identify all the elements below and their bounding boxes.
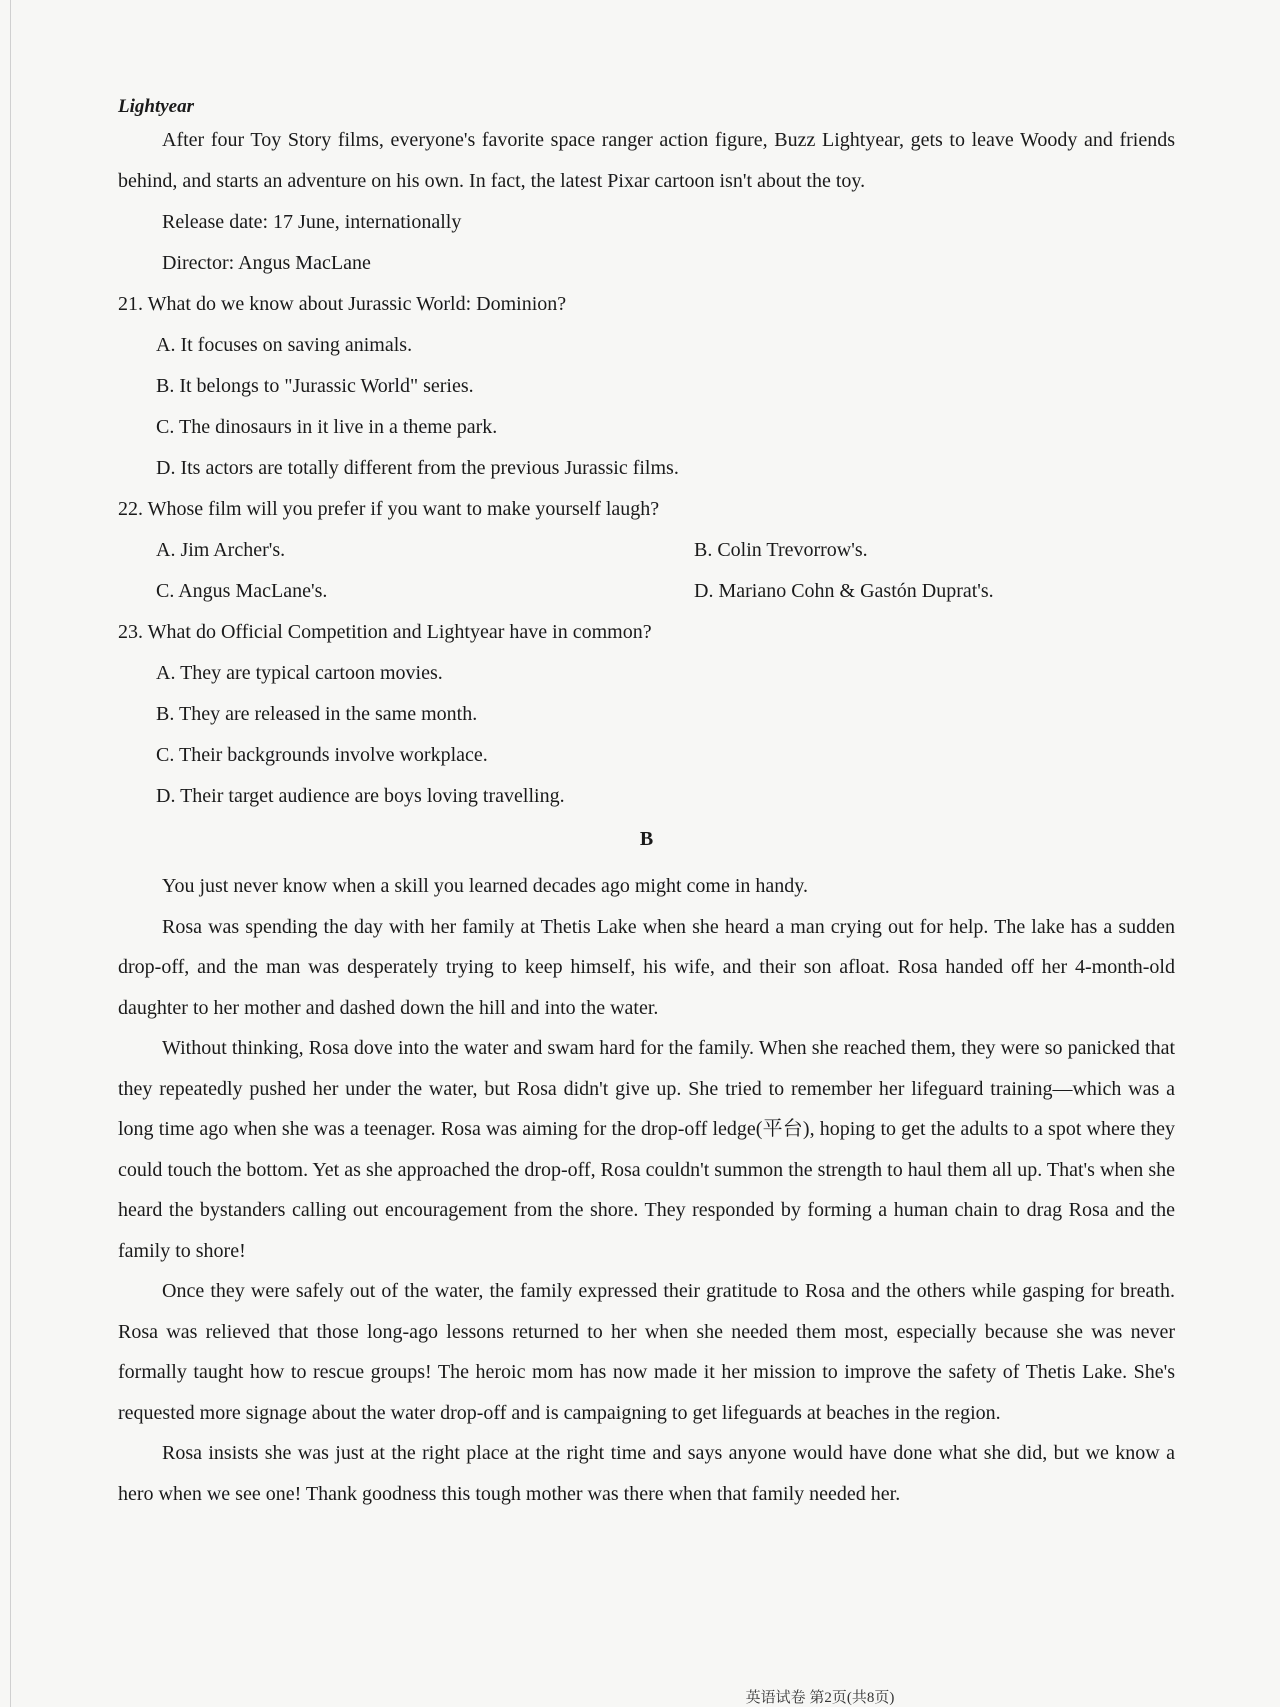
option-b: B. Colin Trevorrow's. — [694, 539, 868, 561]
option-a: A. They are typical cartoon movies. — [156, 662, 443, 684]
option-b: B. It belongs to "Jurassic World" series. — [156, 375, 474, 397]
lightyear-entry — [118, 96, 1175, 284]
option-c: C. Their backgrounds involve workplace. — [156, 744, 488, 766]
passage-paragraph: Rosa insists she was just at the right place at the right time and says anyone would have done what she did, but we know a hero when we see one! Thank goodness this tough mother was there when that family needed her. — [118, 1442, 1175, 1505]
question-stem: 23. What do Official Competition and Lightyear have in common? — [118, 621, 652, 643]
question-23 — [118, 612, 1175, 817]
question-21 — [118, 284, 1175, 489]
film-title: Lightyear — [118, 96, 194, 117]
option-d: D. Their target audience are boys loving travelling. — [156, 785, 565, 807]
option-row — [118, 571, 1175, 612]
fold-line — [10, 0, 11, 1707]
passage-paragraph: Once they were safely out of the water, the family expressed their gratitude to Rosa and the others while gasping for breath. Rosa was relieved that those long-ago lessons returned to her when she needed them most, especially because she was never formally taught how to rescue groups! The heroic mom has now made it her mission to improve the safety of Thetis Lake. She's requested more signage about the water drop-off and is campaigning to get lifeguards at beaches in the region. — [118, 1280, 1175, 1424]
option-a: A. It focuses on saving animals. — [156, 334, 413, 356]
passage-paragraph: Rosa was spending the day with her family at Thetis Lake when she heard a man crying out for help. The lake has a sudden drop-off, and the man was desperately trying to keep himself, his wife, and their son afloat. Rosa handed off her 4-month-old daughter to her mother and dashed down the hill and into the water. — [118, 915, 1175, 1019]
option-d: D. Mariano Cohn & Gastón Duprat's. — [694, 580, 994, 602]
option-d: D. Its actors are totally different from the previous Jurassic films. — [156, 457, 679, 479]
passage-paragraph: Without thinking, Rosa dove into the water and swam hard for the family. When she reached them, they were so panicked that they repeatedly pushed her under the water, but Rosa didn't give up. She tried to remember her lifeguard training—which was a long time ago when she was a teenager. Rosa was aiming for the drop-off ledge(平台), hoping to get the adults to a spot where they could touch the bottom. Yet as she approached the drop-off, Rosa couldn't summon the strength to haul them all up. That's when she heard the bystanders calling out encouragement from the shore. They responded by forming a human chain to drag Rosa and the family to shore! — [118, 1037, 1175, 1262]
release-date: Release date: 17 June, internationally — [162, 211, 462, 233]
option-c: C. Angus MacLane's. — [156, 580, 328, 602]
page-footer — [0, 1689, 1280, 1707]
section-heading: B — [639, 828, 654, 850]
option-a: A. Jim Archer's. — [156, 539, 286, 561]
page-number: 英语试卷 第2页(共8页) — [745, 1690, 895, 1706]
option-b: B. They are released in the same month. — [156, 703, 478, 725]
option-c: C. The dinosaurs in it live in a theme park. — [156, 416, 498, 438]
option-row — [118, 530, 1175, 571]
passage-paragraph: You just never know when a skill you learned decades ago might come in handy. — [162, 875, 808, 897]
section-b — [118, 819, 1175, 1514]
film-description: After four Toy Story films, everyone's favorite space ranger action figure, Buzz Lightyear, gets to leave Woody and friends behind, and starts an adventure on his own. In fact, the latest Pixar cartoon isn't about the toy. — [118, 129, 1175, 192]
question-22 — [118, 489, 1175, 612]
question-stem: 21. What do we know about Jurassic World: Dominion? — [118, 293, 567, 315]
question-stem: 22. Whose film will you prefer if you want to make yourself laugh? — [118, 498, 660, 520]
director: Director: Angus MacLane — [162, 252, 371, 274]
